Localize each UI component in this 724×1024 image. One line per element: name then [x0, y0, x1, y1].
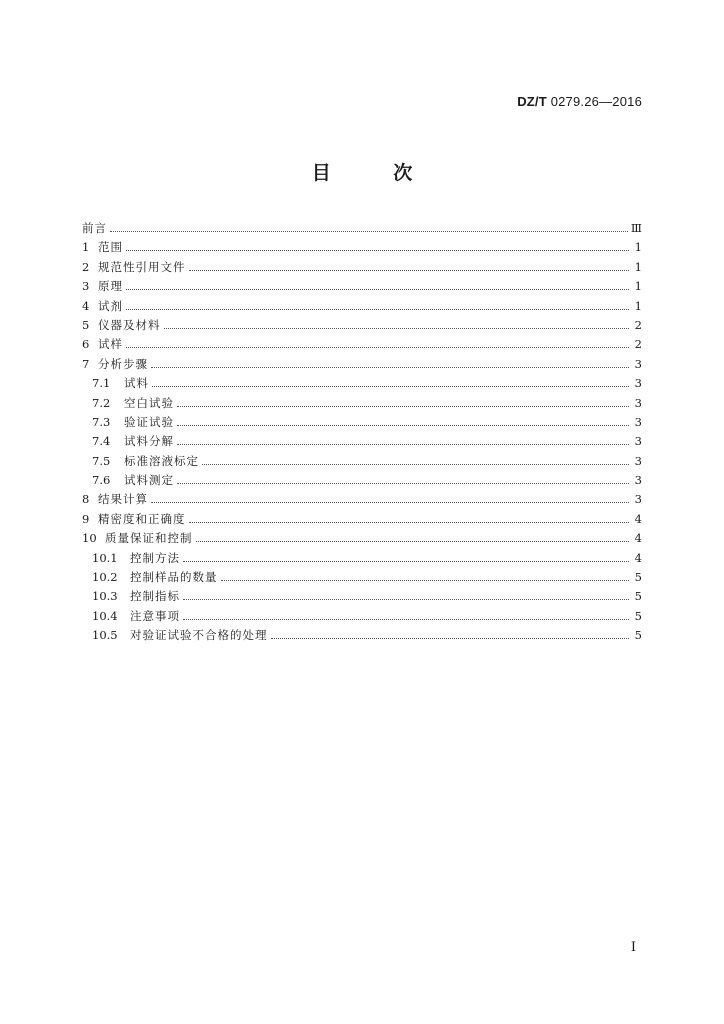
toc-leader-dots — [126, 250, 629, 251]
toc-leader-dots — [126, 289, 629, 290]
toc-entry[interactable] — [82, 395, 642, 414]
toc-leader-dots — [177, 425, 629, 426]
toc-entry-page: Ⅲ — [630, 221, 642, 235]
toc-entry-label: 分析步骤 — [98, 356, 148, 371]
toc-leader-dots — [177, 483, 629, 484]
toc-entry-page: 3 — [634, 395, 642, 410]
toc-entry-page: 1 — [634, 259, 642, 274]
toc-entry-page: 3 — [634, 473, 642, 488]
toc-entry-page: 2 — [634, 337, 642, 352]
toc-entry-number: 10.5 — [92, 628, 118, 643]
toc-leader-dots — [183, 619, 629, 620]
toc-entry[interactable] — [82, 356, 642, 375]
toc-leader-dots — [126, 347, 629, 348]
toc-entry[interactable] — [82, 278, 642, 297]
toc-entry-number: 10.1 — [92, 550, 118, 565]
toc-leader-dots — [164, 328, 630, 329]
toc-entry-number: 10.4 — [92, 608, 118, 623]
toc-entry-label: 仪器及材料 — [98, 317, 161, 332]
toc-entry-label: 试料分解 — [124, 434, 174, 449]
toc-leader-dots — [152, 386, 629, 387]
toc-entry[interactable] — [82, 472, 642, 491]
toc-entry-page: 5 — [634, 570, 642, 585]
toc-entry-page: 1 — [634, 240, 642, 255]
toc-entry-label: 精密度和正确度 — [98, 511, 186, 526]
toc-entry-number: 7.3 — [92, 414, 111, 429]
toc-entry-label: 控制指标 — [130, 589, 180, 604]
toc-leader-dots — [196, 541, 630, 542]
toc-entry[interactable] — [82, 317, 642, 336]
toc-entry[interactable] — [82, 491, 642, 510]
toc-leader-dots — [183, 599, 629, 600]
toc-entry-label: 注意事项 — [130, 608, 180, 623]
toc-entry[interactable] — [82, 375, 642, 394]
toc-entry-label: 原理 — [98, 279, 123, 294]
toc-entry[interactable] — [82, 220, 642, 239]
toc-entry[interactable] — [82, 569, 642, 588]
toc-entry-page: 3 — [634, 434, 642, 449]
toc-entry-page: 4 — [634, 550, 642, 565]
toc-entry-label: 试料 — [124, 376, 149, 391]
toc-entry-label: 质量保证和控制 — [105, 531, 193, 546]
toc-entry[interactable] — [82, 588, 642, 607]
toc-leader-dots — [189, 270, 630, 271]
standard-number: 0279.26—2016 — [550, 94, 642, 109]
toc-entry-label: 控制方法 — [130, 550, 180, 565]
toc-entry[interactable] — [82, 414, 642, 433]
toc-entry-label: 结果计算 — [98, 492, 148, 507]
toc-entry[interactable] — [82, 298, 642, 317]
toc-entry-number: 9 — [82, 511, 90, 526]
toc-entry-number: 7.1 — [92, 376, 111, 391]
toc-entry-page: 1 — [634, 279, 642, 294]
toc-entry-page: 1 — [634, 298, 642, 313]
toc-leader-dots — [271, 638, 630, 639]
toc-entry-number: 6 — [82, 337, 90, 352]
toc-entry-page: 2 — [634, 317, 642, 332]
toc-entry-page: 3 — [634, 492, 642, 507]
toc-entry-label: 试剂 — [98, 298, 123, 313]
toc-entry-page: 4 — [634, 531, 642, 546]
toc-entry-number: 3 — [82, 279, 90, 294]
toc-entry-label: 空白试验 — [124, 395, 174, 410]
toc-entry-number: 7.2 — [92, 395, 111, 410]
toc-leader-dots — [151, 367, 629, 368]
toc-entry-page: 3 — [634, 356, 642, 371]
toc-entry[interactable] — [82, 259, 642, 278]
toc-entry-label: 对验证试验不合格的处理 — [130, 628, 268, 643]
toc-leader-dots — [151, 502, 629, 503]
toc-entry-label: 前言 — [82, 221, 107, 235]
toc-entry-number: 7.5 — [92, 453, 111, 468]
toc-entry-number: 10.3 — [92, 589, 118, 604]
page-number: I — [630, 940, 636, 955]
toc-entry-number: 10.2 — [92, 570, 118, 585]
toc-leader-dots — [189, 522, 630, 523]
toc-entry-number: 4 — [82, 298, 90, 313]
toc-entry-number: 7.4 — [92, 434, 111, 449]
table-of-contents — [82, 220, 642, 647]
toc-entry[interactable] — [82, 433, 642, 452]
toc-entry-number: 10 — [82, 531, 97, 546]
toc-entry-label: 规范性引用文件 — [98, 259, 186, 274]
standard-code — [517, 94, 642, 109]
toc-entry-label: 控制样品的数量 — [130, 570, 218, 585]
toc-leader-dots — [177, 406, 629, 407]
toc-leader-dots — [221, 580, 630, 581]
toc-entry-number: 5 — [82, 317, 90, 332]
toc-entry-number: 8 — [82, 492, 90, 507]
toc-entry-page: 3 — [634, 453, 642, 468]
toc-entry-page: 4 — [634, 511, 642, 526]
toc-entry[interactable] — [82, 239, 642, 258]
toc-entry-page: 5 — [634, 628, 642, 643]
toc-entry-page: 5 — [634, 608, 642, 623]
toc-entry-number: 2 — [82, 259, 90, 274]
toc-entry-number: 7.6 — [92, 473, 111, 488]
toc-leader-dots — [126, 309, 629, 310]
toc-entry-label: 标准溶液标定 — [124, 453, 199, 468]
toc-entry[interactable] — [82, 550, 642, 569]
toc-leader-dots — [177, 444, 629, 445]
toc-entry-page: 5 — [634, 589, 642, 604]
toc-entry[interactable] — [82, 608, 642, 627]
toc-entry[interactable] — [82, 453, 642, 472]
toc-entry-page: 3 — [634, 414, 642, 429]
toc-entry-number: 7 — [82, 356, 90, 371]
toc-entry-page: 3 — [634, 376, 642, 391]
toc-entry-label: 试样 — [98, 337, 123, 352]
toc-entry-label: 范围 — [98, 240, 123, 255]
toc-entry-number: 1 — [82, 240, 90, 255]
toc-entry[interactable] — [82, 530, 642, 549]
page-title: 目 次 — [311, 162, 441, 184]
toc-entry-label: 验证试验 — [124, 414, 174, 429]
toc-entry-label: 试料测定 — [124, 473, 174, 488]
toc-entry[interactable] — [82, 627, 642, 646]
toc-leader-dots — [202, 464, 629, 465]
toc-entry[interactable] — [82, 336, 642, 355]
toc-entry[interactable] — [82, 511, 642, 530]
toc-leader-dots — [110, 231, 628, 232]
standard-prefix: DZ/T — [517, 94, 547, 109]
toc-leader-dots — [183, 561, 629, 562]
